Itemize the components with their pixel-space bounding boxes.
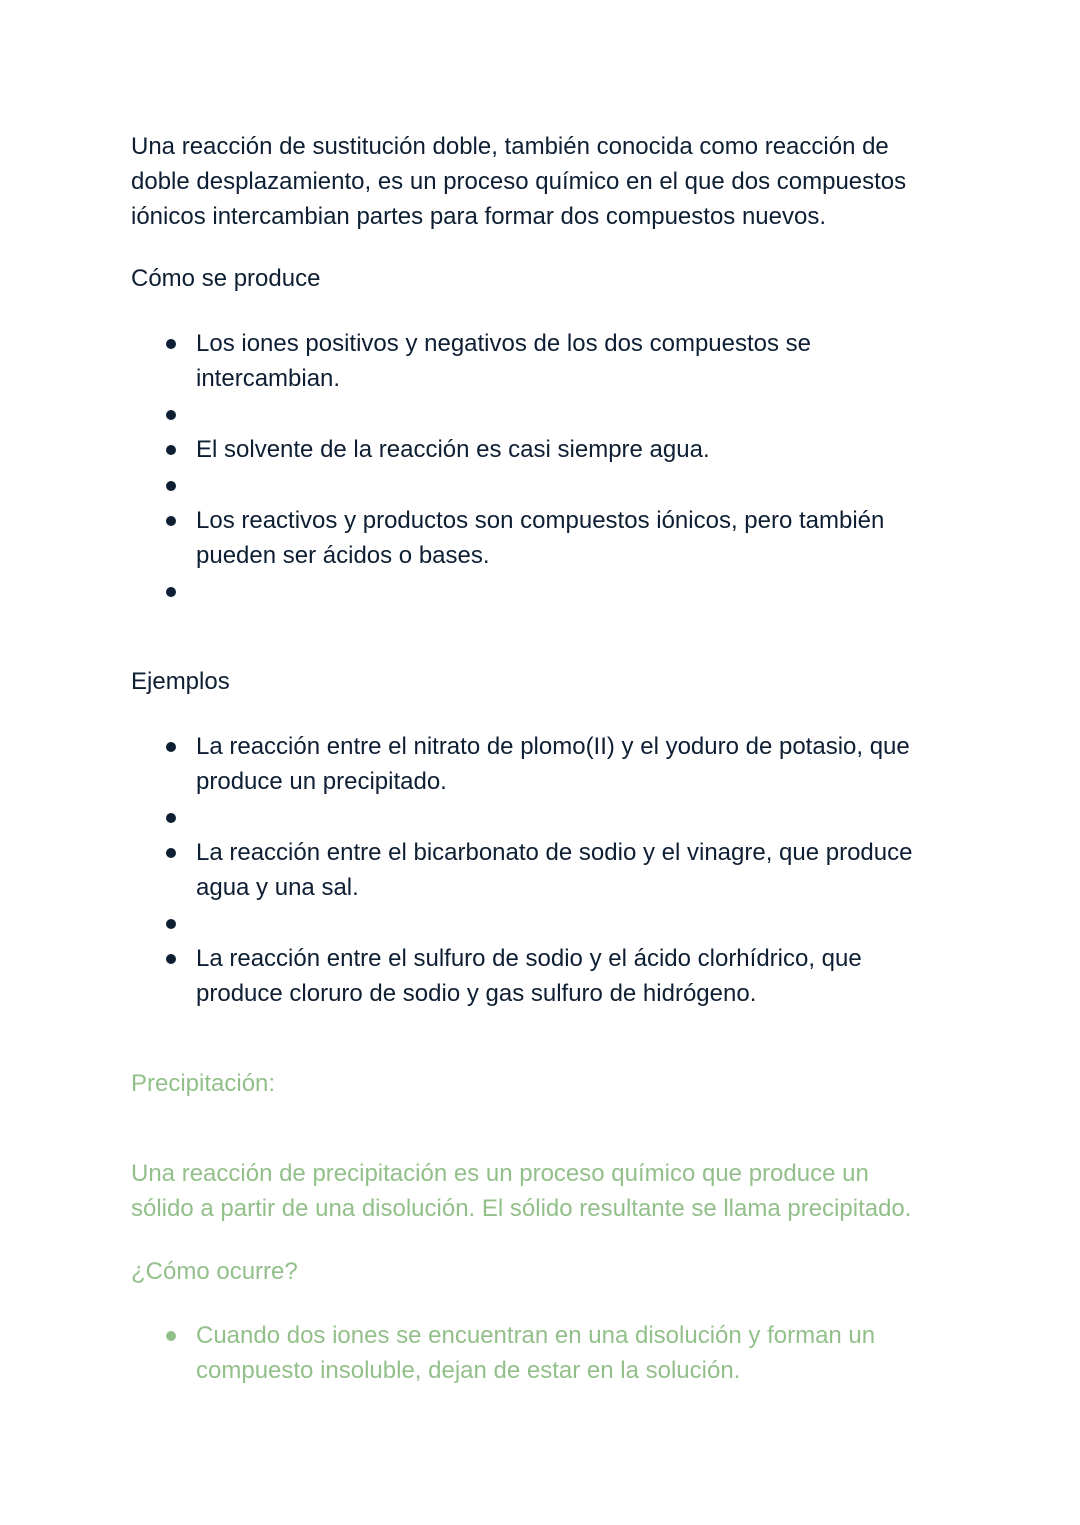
list-item-line: produce un precipitado. [196, 768, 447, 795]
bullet-icon [166, 954, 176, 964]
list-item-line: Cuando dos iones se encuentran en una disolución y forman un [196, 1322, 876, 1349]
section-subheading-como-ocurre: ¿Cómo ocurre? [131, 1258, 298, 1285]
bullet-icon [166, 919, 176, 929]
section-heading-precipitacion: Precipitación: [131, 1070, 276, 1097]
precipitacion-paragraph-line-2: sólido a partir de una disolución. El sólido resultante se llama precipitado. [131, 1195, 912, 1222]
intro-line-1: Una reacción de sustitución doble, también conocida como reacción de [131, 133, 889, 160]
list-item-line: La reacción entre el nitrato de plomo(II) y el yoduro de potasio, que [196, 733, 910, 760]
list-item-line: pueden ser ácidos o bases. [196, 542, 490, 569]
bullet-icon [166, 339, 176, 349]
bullet-icon [166, 742, 176, 752]
intro-line-2: doble desplazamiento, es un proceso químico en el que dos compuestos [131, 168, 907, 195]
list-item-line: Los reactivos y productos son compuestos iónicos, pero también [196, 507, 885, 534]
section-heading-ejemplos: Ejemplos [131, 668, 230, 695]
list-item-line: La reacción entre el sulfuro de sodio y el ácido clorhídrico, que [196, 945, 862, 972]
bullet-icon [166, 587, 176, 597]
list-item-line: compuesto insoluble, dejan de estar en la solución. [196, 1357, 741, 1384]
bullet-icon [166, 516, 176, 526]
bullet-icon [166, 848, 176, 858]
list-item-line: agua y una sal. [196, 874, 359, 901]
bullet-icon [166, 410, 176, 420]
list-item-line: Los iones positivos y negativos de los dos compuestos se [196, 330, 812, 357]
list-item-line: El solvente de la reacción es casi siempre agua. [196, 436, 710, 463]
bullet-icon [166, 1331, 176, 1341]
list-item-line: produce cloruro de sodio y gas sulfuro de hidrógeno. [196, 980, 757, 1007]
precipitacion-paragraph-line-1: Una reacción de precipitación es un proceso químico que produce un [131, 1160, 869, 1187]
bullet-icon [166, 445, 176, 455]
intro-line-3: iónicos intercambian partes para formar dos compuestos nuevos. [131, 203, 827, 230]
bullet-icon [166, 481, 176, 491]
list-item-line: intercambian. [196, 365, 341, 392]
list-item-line: La reacción entre el bicarbonato de sodio y el vinagre, que produce [196, 839, 913, 866]
bullet-icon [166, 813, 176, 823]
section-heading-como-se-produce: Cómo se produce [131, 265, 321, 292]
